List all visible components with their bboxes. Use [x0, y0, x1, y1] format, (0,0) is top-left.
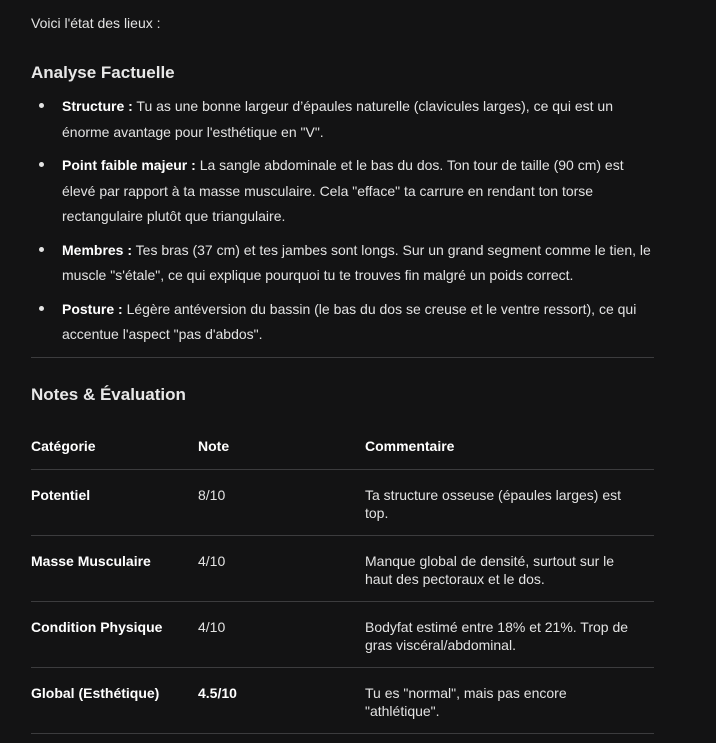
table-header-row [31, 423, 654, 470]
row-category: Condition Physique [31, 602, 198, 668]
point-label: Point faible majeur : [62, 157, 196, 173]
list-item [31, 297, 656, 348]
point-text: Tu as une bonne largeur d’épaules naturelle (clavicules larges), ce qui est un énorme avantage pour l'esthétique en "V". [62, 98, 613, 140]
list-item [31, 94, 656, 145]
list-item [31, 238, 656, 289]
row-category: Masse Musculaire [31, 536, 198, 602]
column-header-note: Note [198, 423, 365, 470]
table-row [31, 470, 654, 536]
row-note: 4/10 [198, 536, 365, 602]
row-category: Global (Esthétique) [31, 668, 198, 734]
column-header-comment: Commentaire [365, 423, 654, 470]
row-note: 8/10 [198, 470, 365, 536]
table-row [31, 536, 654, 602]
column-header-category: Catégorie [31, 423, 198, 470]
point-label: Membres : [62, 241, 133, 258]
point-label: Structure : [62, 98, 133, 114]
evaluation-table [31, 423, 654, 734]
point-text: Tes bras (37 cm) et tes jambes sont longs. Sur un grand segment comme le tien, le muscle "s'étale", ce qui explique pourquoi tu te trouves fin malgré un poids correct. [62, 241, 651, 283]
intro-text: Voici l'état des lieux : [31, 15, 161, 31]
section-divider [31, 357, 654, 358]
analysis-heading: Analyse Factuelle [31, 63, 175, 82]
row-category: Potentiel [31, 470, 198, 536]
row-comment: Tu es "normal", mais pas encore "athlétique". [365, 668, 654, 734]
table-row [31, 668, 654, 734]
row-comment: Manque global de densité, surtout sur le haut des pectoraux et le dos. [365, 536, 654, 602]
notes-heading: Notes & Évaluation [31, 385, 186, 404]
analysis-list [31, 94, 656, 356]
point-label: Posture : [62, 300, 123, 317]
row-note: 4.5/10 [198, 668, 365, 734]
point-text: Légère antéversion du bassin (le bas du dos se creuse et le ventre ressort), ce qui accentue l'aspect "pas d'abdos". [62, 300, 637, 342]
row-comment: Bodyfat estimé entre 18% et 21%. Trop de gras viscéral/abdominal. [365, 602, 654, 668]
row-comment: Ta structure osseuse (épaules larges) est top. [365, 470, 654, 536]
table-row [31, 602, 654, 668]
row-note: 4/10 [198, 602, 365, 668]
list-item [31, 153, 656, 230]
point-text: La sangle abdominale et le bas du dos. Ton tour de taille (90 cm) est élevé par rapport à ta masse musculaire. Cela "efface" ta carrure en rendant ton torse rectangulaire plutôt que triangulaire. [62, 157, 624, 224]
